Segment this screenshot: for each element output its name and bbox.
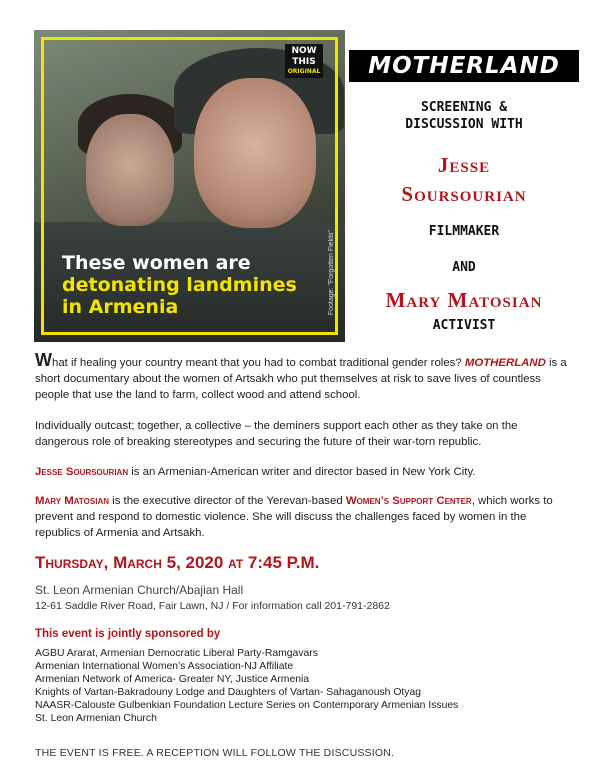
title-banner xyxy=(349,50,579,82)
sponsor-item: Armenian Network of America- Greater NY, Justice Armenia xyxy=(35,674,310,686)
event-venue: St. Leon Armenian Church/Abajian Hall xyxy=(35,583,244,597)
filmmaker-name xyxy=(349,153,579,207)
screening-heading xyxy=(349,100,579,132)
filmmaker-last-name: Soursourian xyxy=(401,182,527,206)
caption-line-2: detonating landmines xyxy=(62,274,297,296)
and-label: AND xyxy=(452,260,476,275)
footage-credit: Footage: "Forgotten Fields" xyxy=(328,230,335,316)
sponsor-heading: This event is jointly sponsored by xyxy=(35,628,221,640)
filmmaker-role: FILMMAKER xyxy=(428,224,500,239)
intro-film-title: MOTHERLAND xyxy=(464,357,546,369)
activist-name-inline: Mary Matosian xyxy=(35,495,109,507)
sponsor-item: St. Leon Armenian Church xyxy=(35,713,157,725)
caption-line-1: These women are xyxy=(62,252,251,274)
paragraph-activist xyxy=(35,493,572,541)
screening-line-1: SCREENING & xyxy=(420,100,508,115)
photo-caption xyxy=(62,252,322,318)
filmmaker-bio: is an Armenian-American writer and director based in New York City. xyxy=(128,466,476,478)
activist-bio-1: is the executive director of the Yerevan-based xyxy=(109,495,346,507)
drop-letter: W xyxy=(35,350,52,370)
logo-line-this: THIS xyxy=(292,57,316,67)
organization-name: Women’s Support Center xyxy=(345,495,472,507)
caption-line-3: in Armenia xyxy=(62,296,179,318)
logo-line-original: ORIGINAL xyxy=(287,68,321,75)
logo-line-now: NOW xyxy=(291,46,317,56)
footer-note: THE EVENT IS FREE. A RECEPTION WILL FOLLOW THE DISCUSSION. xyxy=(35,747,395,759)
paragraph-intro xyxy=(35,350,572,403)
sponsor-item: AGBU Ararat, Armenian Democratic Liberal Party-Ramgavars xyxy=(35,648,318,659)
sponsor-item: NAASR-Calouste Gulbenkian Foundation Lecture Series on Contemporary Armenian Issues xyxy=(35,700,459,712)
event-address: 12-61 Saddle River Road, Fair Lawn, NJ / For information call 201-791-2862 xyxy=(35,600,390,612)
film-title: MOTHERLAND xyxy=(368,53,560,79)
sponsor-list xyxy=(35,647,458,726)
activist-name: Mary Matosian xyxy=(385,288,543,312)
filmmaker-name-inline: Jesse Soursourian xyxy=(35,466,129,478)
intro-text-1: hat if healing your country meant that you had to combat traditional gender roles? xyxy=(52,357,462,369)
nowthis-logo xyxy=(285,44,323,78)
sponsor-item: Knights of Vartan-Bakradouny Lodge and Daughters of Vartan- Sahaganoush Otyag xyxy=(35,687,422,699)
paragraph-filmmaker xyxy=(35,464,572,480)
paragraph-deminers: Individually outcast; together, a collective – the deminers support each other as they take on the dangerous role of breaking stereotypes and securing the future of their war-torn republic. xyxy=(35,420,518,448)
activist-bio-2: , which works to prevent and respond to domestic violence. She will discuss the challenges faced by women in the republics of Armenia and Artsakh. xyxy=(35,495,553,539)
intro-text-2: is a short documentary about the women of Artsakh who put themselves at risk to save lives of countless people that use the land to farm, collect wood and attend school. xyxy=(35,357,567,401)
film-still-image xyxy=(34,30,345,342)
event-date: Thursday, March 5, 2020 at 7:45 P.M. xyxy=(35,553,320,572)
filmmaker-first-name: Jesse xyxy=(437,153,491,177)
activist-role: ACTIVIST xyxy=(432,318,496,333)
sponsor-item: Armenian International Women’s Association-NJ Affiliate xyxy=(35,661,294,673)
screening-line-2: DISCUSSION WITH xyxy=(405,117,523,132)
